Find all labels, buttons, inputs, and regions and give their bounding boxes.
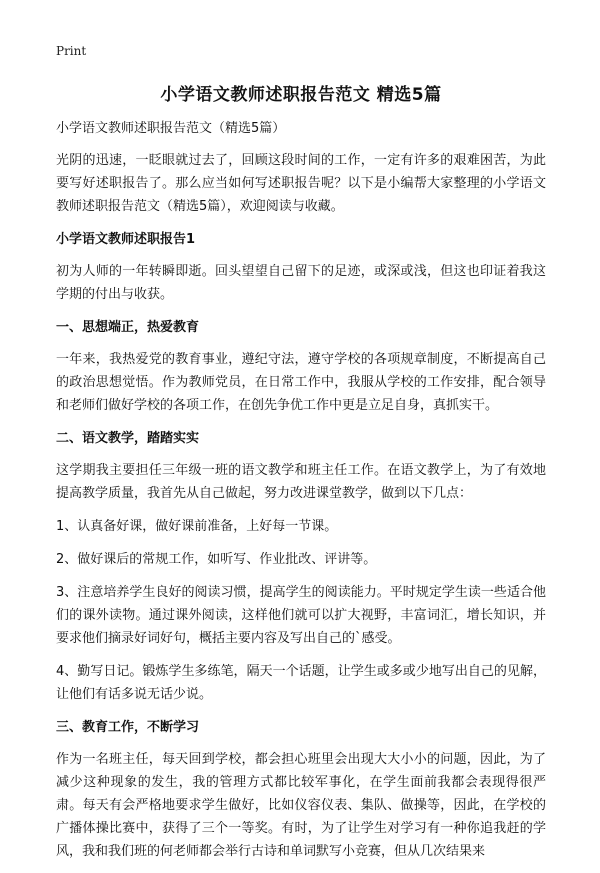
print-label: Print xyxy=(56,44,87,58)
section2-point-4: 4、勤写日记。锻炼学生多练笔，隔天一个话题，让学生或多或少地写出自己的见解，让他们有话多说无话少说。 xyxy=(56,664,546,702)
section2-point-1: 1、认真备好课，做好课前准备，上好每一节课。 xyxy=(56,519,338,534)
report1-heading: 小学语文教师述职报告1 xyxy=(56,232,196,247)
intro-paragraph: 光阴的迅速，一眨眼就过去了，回顾这段时间的工作，一定有许多的艰难困苦，为此要写好述职报告了。那么应当如何写述职报告呢？以下是小编帮大家整理的小学语文教师述职报告范文（精选5篇），欢迎阅读与收藏。 xyxy=(56,153,546,214)
section1-heading: 一、思想端正，热爱教育 xyxy=(56,320,200,335)
document-subtitle: 小学语文教师述职报告范文（精选5篇） xyxy=(56,121,286,136)
section2-point-3: 3、注意培养学生良好的阅读习惯，提高学生的阅读能力。平时规定学生读一些适合他们的课外读物。通过课外阅读，这样他们就可以扩大视野，丰富词汇，增长知识，并要求他们摘录好词好句，概括主要内容及写出自己的`感受。 xyxy=(56,585,546,646)
section3-heading: 三、教育工作，不断学习 xyxy=(56,720,200,735)
document-title: 小学语文教师述职报告范文 精选5篇 xyxy=(160,85,442,105)
section2-point-2: 2、做好课后的常规工作，如听写、作业批改、评讲等。 xyxy=(56,552,377,567)
section2-body: 这学期我主要担任三年级一班的语文教学和班主任工作。在语文教学上，为了有效地提高教学质量，我首先从自己做起，努力改进课堂教学，做到以下几点： xyxy=(56,463,546,501)
section3-body: 作为一名班主任，每天回到学校，都会担心班里会出现大大小小的问题，因此，为了减少这种现象的发生，我的管理方式都比较军事化，在学生面前我都会表现得很严肃。每天有会严格地要求学生做好，比如仪容仪表、集队、做操等，因此，在学校的广播体操比赛中，获得了三个一等奖。有时，为了让学生对学习有一种你追我赶的学风，我和我们班的何老师都会举行古诗和单词默写小竞赛，但从几次结果来 xyxy=(56,752,546,859)
report1-opening: 初为人师的一年转瞬即逝。回头望望自己留下的足迹，或深或浅，但这也印证着我这学期的付出与收获。 xyxy=(56,264,546,302)
section2-heading: 二、语文教学，踏踏实实 xyxy=(56,431,200,446)
document-body xyxy=(56,117,546,873)
section1-body: 一年来，我热爱党的教育事业，遵纪守法，遵守学校的各项规章制度，不断提高自己的政治思想觉悟。作为教师党员，在日常工作中，我服从学校的工作安排，配合领导和老师们做好学校的各项工作，在创先争优工作中更是立足自身，真抓实干。 xyxy=(56,352,546,413)
